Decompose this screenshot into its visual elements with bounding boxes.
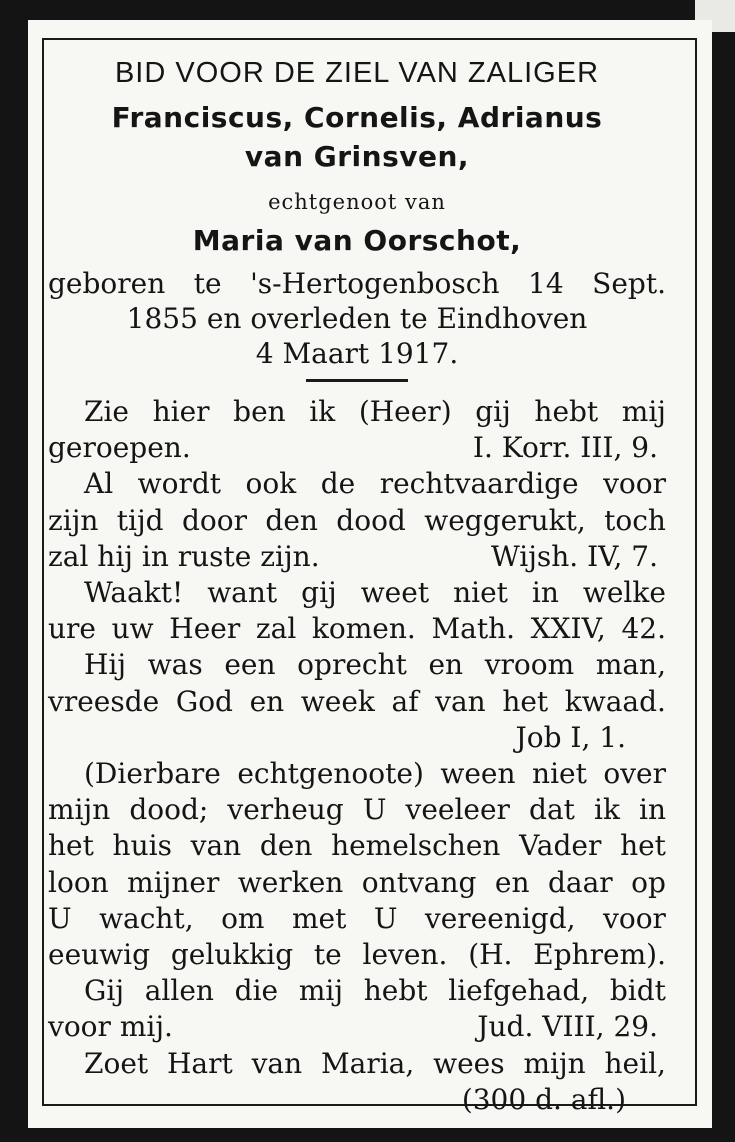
verse-line <box>48 1083 666 1117</box>
verse-word: en <box>249 684 285 718</box>
verse-text: voor mij. <box>48 1010 173 1044</box>
verse-word: toch <box>604 503 666 537</box>
verse-word: mijn <box>523 1046 586 1080</box>
verse-word: niet <box>532 757 587 790</box>
verse-word: om <box>221 901 265 935</box>
scripture-reference: Wijsh. IV, 7. <box>490 539 658 573</box>
divider-rule <box>306 379 408 382</box>
verse-line <box>48 829 666 863</box>
verse-word: gelukkig <box>170 938 294 971</box>
verse-word: van <box>435 684 486 718</box>
birth-word: te <box>193 267 222 300</box>
verse-word: uw <box>111 612 154 646</box>
verse-word: (Dierbare <box>84 757 221 790</box>
verse-word: en <box>428 648 464 682</box>
verse-word: en <box>494 865 530 899</box>
verse-word: U <box>48 901 72 935</box>
verse-word: wacht, <box>99 901 194 935</box>
verse-word: Hij <box>84 648 127 682</box>
scripture-reference: Jud. VIII, 29. <box>477 1010 658 1044</box>
verse-text: zal hij in ruste zijn. <box>48 539 320 573</box>
verse-word: door <box>181 503 248 537</box>
verse-word: tijd <box>116 503 164 537</box>
verse-word: Maria, <box>320 1046 415 1080</box>
verse-word: mij <box>298 974 344 1008</box>
verse-word: werken <box>237 865 344 899</box>
verse-word: in <box>638 793 666 827</box>
verse-word: XXIV, <box>530 612 606 646</box>
verse-word: U <box>362 793 387 827</box>
verse-word: ook <box>245 467 297 501</box>
verse-word: over <box>603 757 666 790</box>
spouse-label: echtgenoot van <box>268 190 446 214</box>
verse-word: voor <box>603 467 666 501</box>
verse-word: den <box>265 503 318 537</box>
verse-text: geroepen. <box>48 431 191 465</box>
verse-word: hebt <box>363 974 428 1008</box>
verse-word: dat <box>529 793 575 827</box>
verse-word: kwaad. <box>564 684 666 718</box>
verse-word: welke <box>582 576 666 609</box>
verse-line <box>48 1047 666 1081</box>
verse-word: (H. <box>468 938 513 971</box>
verse-word: ure <box>48 612 96 646</box>
deceased-name-line1: Franciscus, Cornelis, Adrianus <box>111 101 603 134</box>
verse-word: dood <box>336 503 406 537</box>
verse-line <box>48 467 666 501</box>
verse-line <box>48 793 666 827</box>
verse-word: oprecht <box>297 648 407 682</box>
verse-word: God <box>175 684 233 718</box>
verse-word: te <box>313 938 342 971</box>
verse-word: vereenigd, <box>424 901 576 935</box>
verse-word: eeuwig <box>48 938 151 971</box>
verse-word: wees <box>433 1046 505 1080</box>
verse-word: die <box>234 974 279 1008</box>
verse-word: ontvang <box>361 865 477 899</box>
verse-word: rechtvaardige <box>379 467 579 501</box>
verse-word: (Heer) <box>358 395 452 428</box>
verse-word: op <box>631 865 666 899</box>
verse-word: gij <box>301 576 337 609</box>
verse-word: hier <box>152 395 210 428</box>
verse-word: Vader <box>519 829 602 863</box>
verse-word: een <box>224 648 276 682</box>
verse-word: Gij <box>84 974 125 1008</box>
verse-word: voor <box>603 901 666 935</box>
verse-word: den <box>259 829 313 863</box>
verse-line <box>48 721 666 755</box>
verse-line <box>48 902 666 936</box>
verse-word: ben <box>233 395 286 428</box>
verse-word: zijn <box>48 503 99 537</box>
verse-line <box>48 866 666 900</box>
verse-word: week <box>300 684 375 718</box>
verse-line <box>48 540 666 574</box>
verse-word: Heer <box>169 612 241 646</box>
verse-word: het <box>620 829 666 863</box>
verse-word: in <box>531 576 559 609</box>
scripture-reference: I. Korr. III, 9. <box>472 431 658 465</box>
spouse-name: Maria van Oorschot, <box>192 224 522 257</box>
verse-line <box>48 431 666 465</box>
verse-line <box>48 938 666 972</box>
verse-word: het <box>48 829 94 863</box>
verse-word: met <box>291 901 347 935</box>
birth-line <box>48 267 666 301</box>
verse-word: het <box>502 684 549 718</box>
verse-word: Math. <box>431 612 516 646</box>
birth-word: 14 <box>528 267 564 300</box>
verse-word: veeleer <box>405 793 510 827</box>
verse-word: vroom <box>484 648 575 682</box>
verse-word: gij <box>475 395 511 428</box>
birth-word: 's-Hertogenbosch <box>250 267 500 300</box>
verse-word: de <box>320 467 356 501</box>
verse-word: Hart <box>166 1046 233 1080</box>
verse-word: daar <box>547 865 613 899</box>
verse-word: mijn <box>48 793 111 827</box>
verse-word: was <box>147 648 203 682</box>
verse-word: weggerukt, <box>424 503 586 537</box>
verse-line <box>48 1010 666 1044</box>
verse-word: huis <box>112 829 172 863</box>
birth-word: geboren <box>48 267 166 300</box>
verse-word: komen. <box>311 612 416 646</box>
verse-word: verheug <box>227 793 344 827</box>
card-header: BID VOOR DE ZIEL VAN ZALIGER <box>114 57 600 89</box>
verse-word: echtgenoote) <box>237 757 424 790</box>
verse-word: man, <box>595 648 666 682</box>
verse-line <box>48 576 666 610</box>
verse-word: Al <box>84 467 114 501</box>
verse-word: van <box>190 829 242 863</box>
verse-word: wordt <box>137 467 222 501</box>
verse-word: Zoet <box>84 1046 149 1080</box>
verse-word: U <box>373 901 398 935</box>
verse-word: niet <box>453 576 508 609</box>
verse-word: ween <box>440 757 516 790</box>
verse-word: ik <box>593 793 620 827</box>
verse-word: dood; <box>129 793 209 827</box>
verse-word: ik <box>309 395 336 428</box>
scripture-reference: Job I, 1. <box>515 720 626 754</box>
verse-word: hemelschen <box>331 829 501 863</box>
verse-word: af <box>391 684 419 718</box>
verse-line <box>48 395 666 429</box>
verse-word: vreesde <box>48 684 160 718</box>
verse-line <box>48 648 666 682</box>
verse-word: liefgehad, <box>448 974 590 1008</box>
birth-word: Sept. <box>592 267 666 300</box>
verse-line <box>48 504 666 538</box>
verse-word: bidt <box>609 974 666 1008</box>
verse-word: loon <box>48 865 109 899</box>
death-line: 1855 en overleden te Eindhoven <box>126 302 588 335</box>
deceased-name-line2: van Grinsven, <box>244 140 470 173</box>
verse-line <box>48 974 666 1008</box>
verse-line <box>48 685 666 719</box>
verse-word: mij <box>621 395 666 428</box>
verse-word: allen <box>144 974 214 1008</box>
verse-word: hebt <box>534 395 599 428</box>
verse-word: Waakt! <box>84 576 184 609</box>
verse-word: zal <box>255 612 297 646</box>
verse-word: heil, <box>604 1046 666 1080</box>
verse-line <box>48 612 666 646</box>
verse-word: mijner <box>127 865 220 899</box>
death-date: 4 Maart 1917. <box>255 337 459 370</box>
verse-word: want <box>207 576 278 609</box>
verse-word: leven. <box>362 938 448 971</box>
verse-word: van <box>251 1046 303 1080</box>
verse-word: weet <box>360 576 430 609</box>
verse-line <box>48 757 666 791</box>
verse-word: Zie <box>84 395 129 428</box>
verse-word: 42. <box>621 612 666 646</box>
scripture-reference: (300 d. afl.) <box>461 1082 626 1116</box>
verse-word: Ephrem). <box>533 938 666 971</box>
